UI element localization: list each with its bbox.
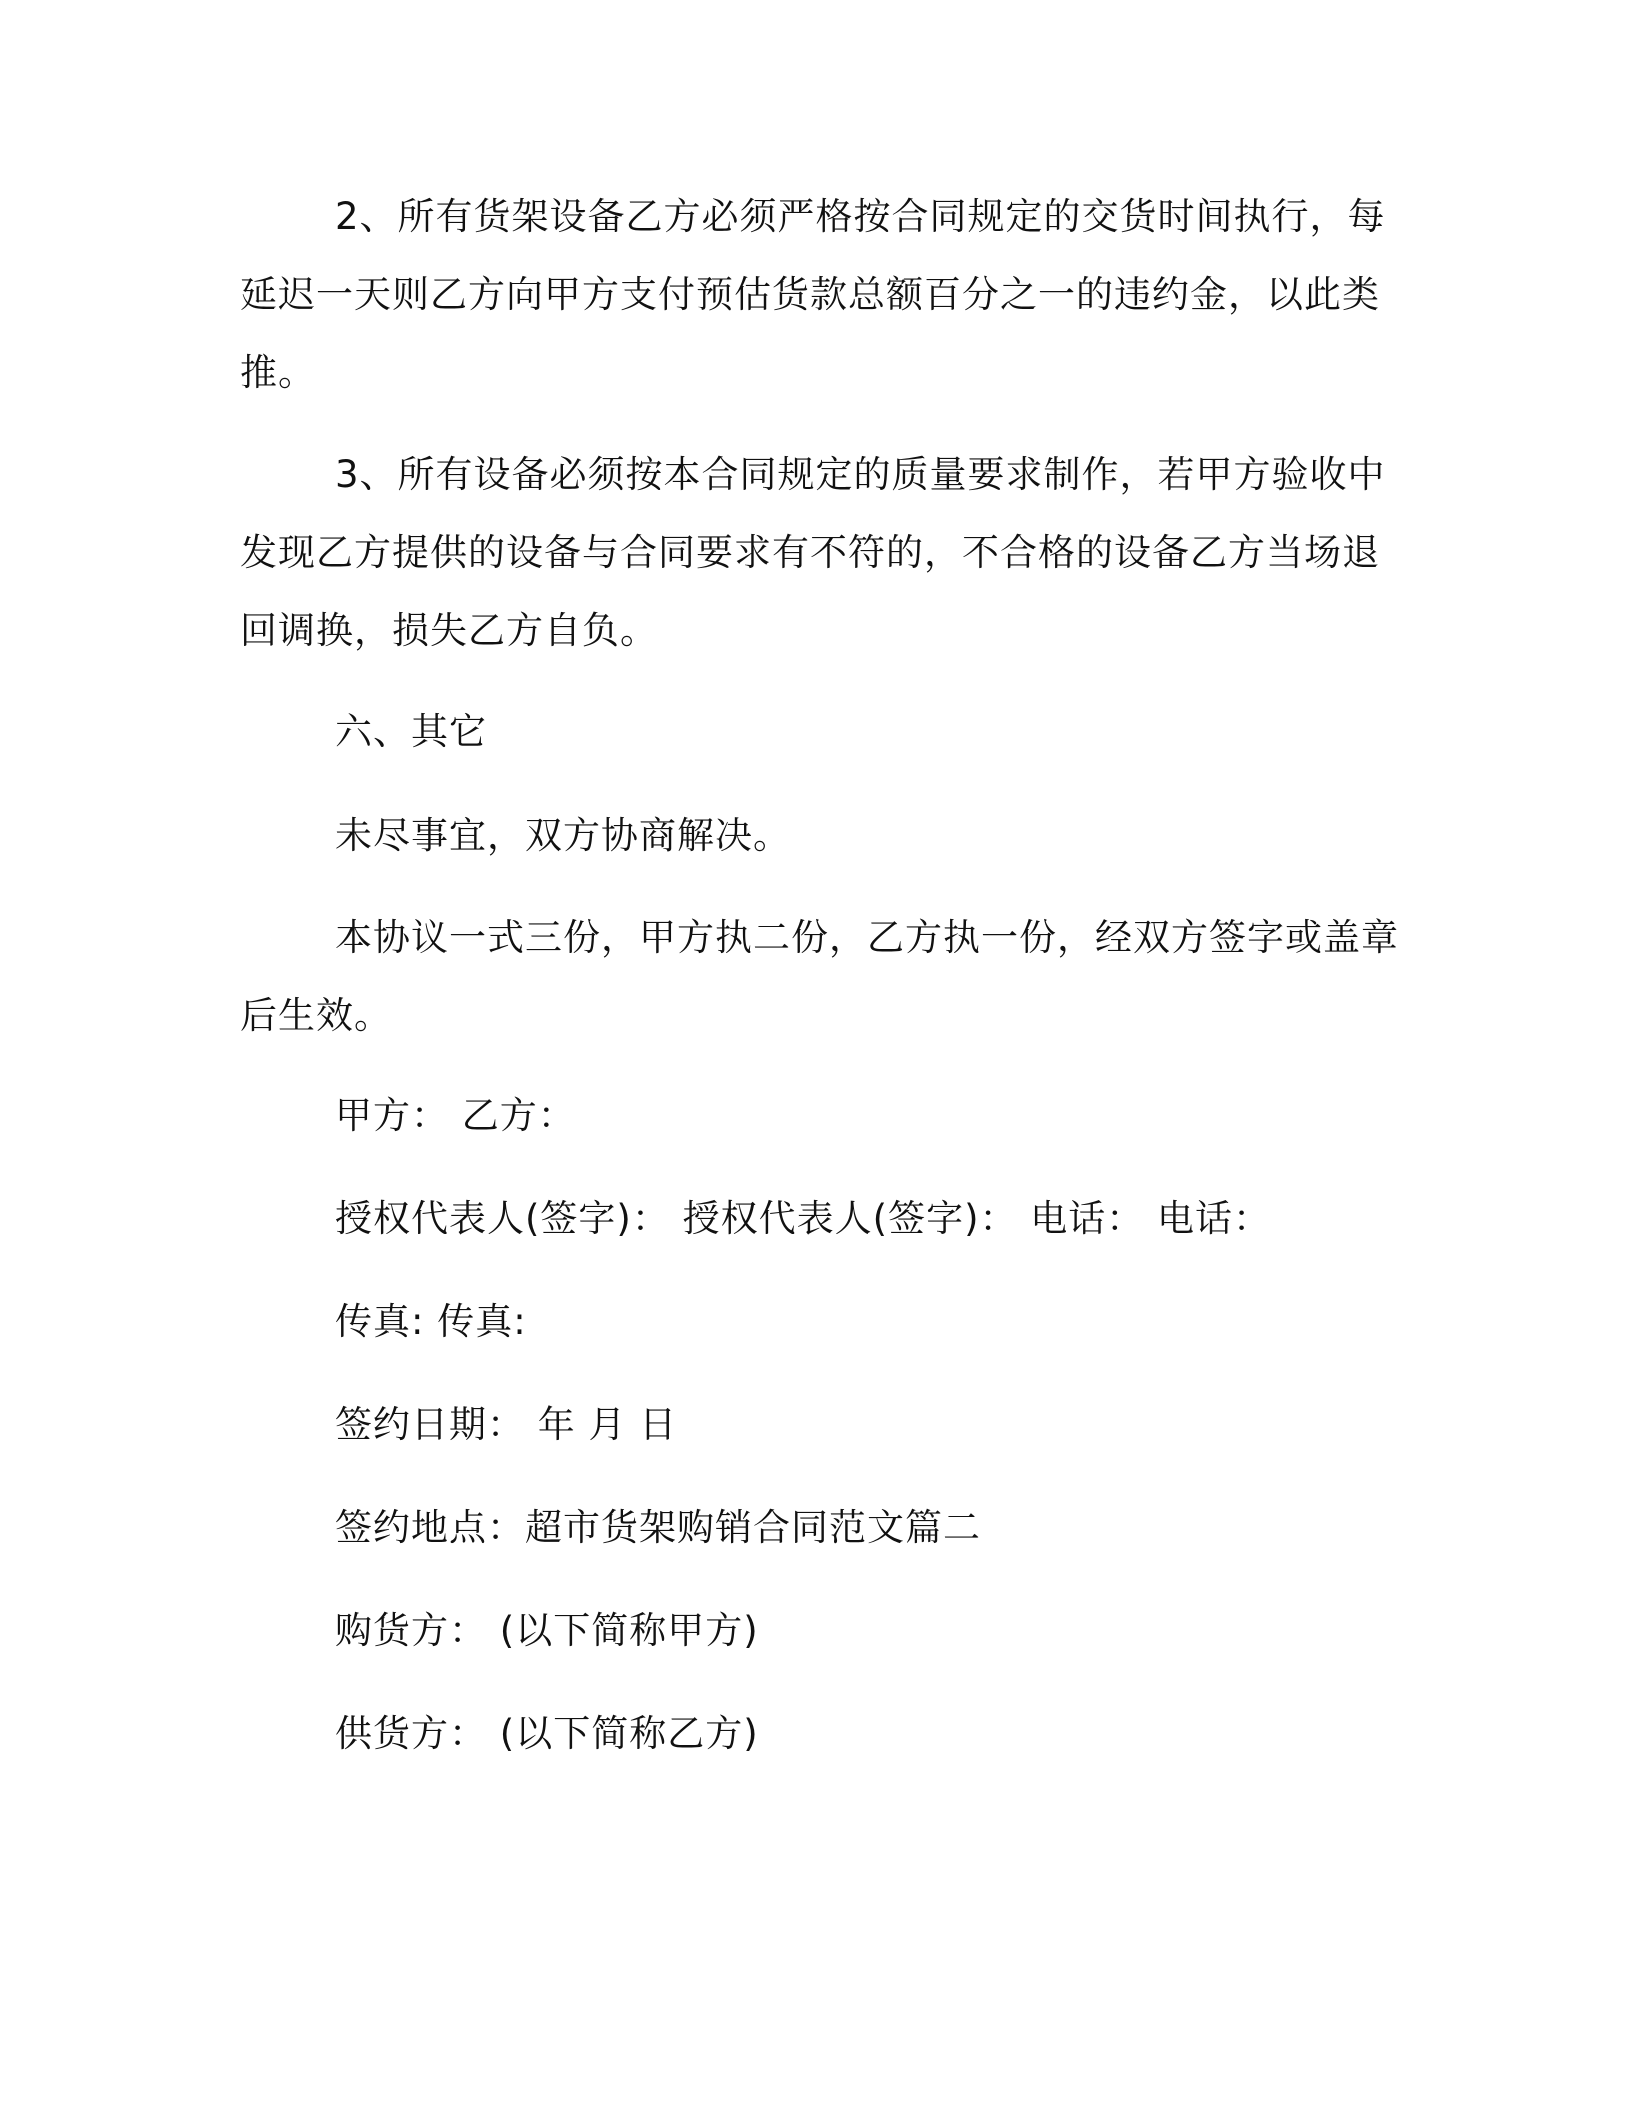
- copies-paragraph: [240, 899, 1399, 1055]
- copies-line-1: 本协议一式三份，甲方执二份，乙方执一份，经双方签字或盖章: [335, 916, 1399, 959]
- matters-line: 未尽事宜，双方协商解决。: [335, 814, 791, 857]
- clause-3-line-3: 回调换，损失乙方自负。: [240, 609, 658, 652]
- supplier-line: 供货方： (以下简称乙方): [335, 1712, 759, 1755]
- clause-3-line-2: 发现乙方提供的设备与合同要求有不符的，不合格的设备乙方当场退: [240, 531, 1380, 574]
- sign-place-line: 签约地点：超市货架购销合同范文篇二: [335, 1506, 981, 1549]
- buyer-line: 购货方： (以下简称甲方): [335, 1609, 759, 1652]
- clause-3-line-1: 3、所有设备必须按本合同规定的质量要求制作，若甲方验收中: [335, 453, 1386, 496]
- clause-3-paragraph: [240, 436, 1390, 670]
- parties-line: 甲方： 乙方：: [335, 1094, 576, 1137]
- section-6-heading: 六、其它: [335, 710, 487, 753]
- clause-2-line-1: 2、所有货架设备乙方必须严格按合同规定的交货时间执行，每: [335, 195, 1386, 238]
- clause-2-paragraph: [240, 178, 1390, 412]
- clause-2-line-3: 推。: [240, 351, 316, 394]
- fax-line: 传真: 传真:: [335, 1300, 527, 1343]
- sign-date-line: 签约日期： 年 月 日: [335, 1403, 678, 1446]
- representative-line: 授权代表人(签字)： 授权代表人(签字)： 电话： 电话：: [335, 1197, 1272, 1240]
- clause-2-line-2: 延迟一天则乙方向甲方支付预估货款总额百分之一的违约金，以此类: [240, 273, 1380, 316]
- copies-line-2: 后生效。: [240, 994, 392, 1037]
